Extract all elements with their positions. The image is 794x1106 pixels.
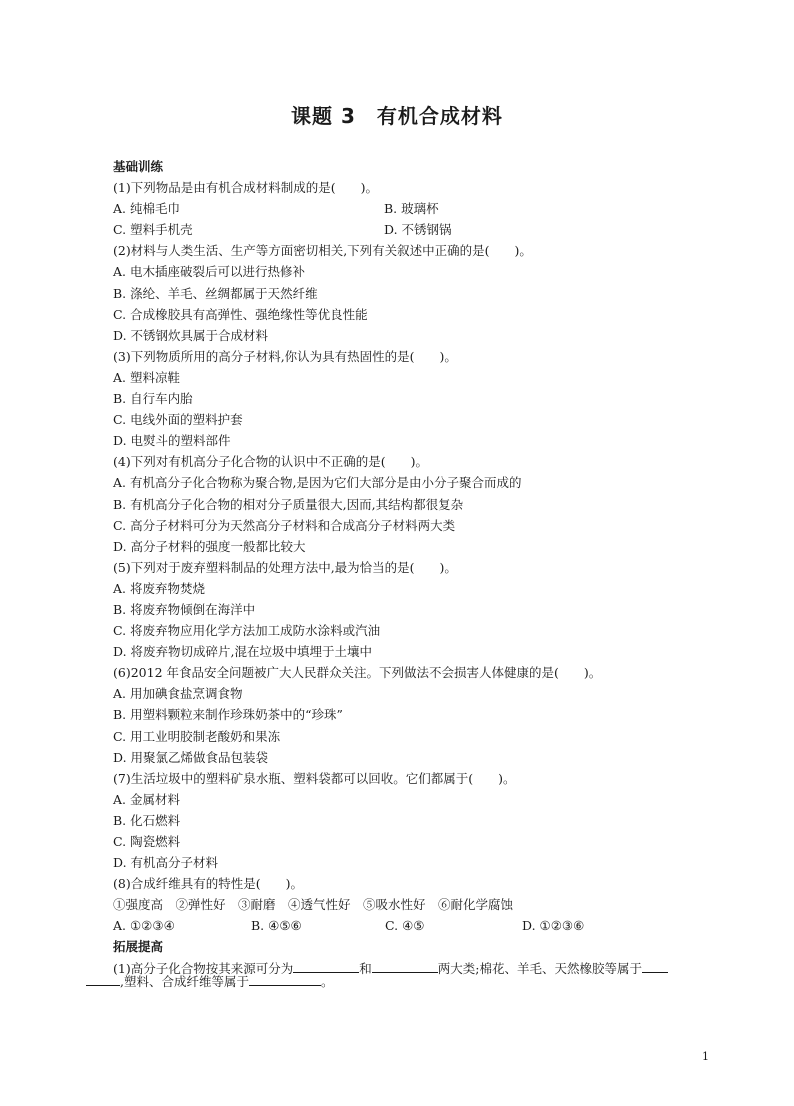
option-d: D. 将废弃物切成碎片,混在垃圾中填埋于土壤中	[113, 644, 372, 660]
answer-blank-3-continued[interactable]	[86, 972, 120, 986]
option-b: B. 有机高分子化合物的相对分子质量很大,因而,其结构都很复杂	[113, 496, 464, 512]
section-heading-extension: 拓展提高	[113, 939, 164, 955]
option-d: D. 不锈钢炊具属于合成材料	[113, 327, 269, 343]
option-d: D. 有机高分子材料	[113, 855, 219, 871]
question-4-stem: (4)下列对有机高分子化合物的认识中不正确的是( )。	[113, 454, 428, 470]
answer-blank-4[interactable]	[249, 972, 321, 986]
option-a: A. 将废弃物焚烧	[113, 580, 205, 596]
option-b: B. 化石燃料	[113, 812, 181, 828]
question-text: 两大类;棉花、羊毛、天然橡胶等属于	[437, 960, 642, 976]
option-a: A. 纯棉毛巾	[113, 201, 180, 217]
option-d: D. ①②③⑥	[522, 918, 585, 934]
question-7-stem: (7)生活垃圾中的塑料矿泉水瓶、塑料袋都可以回收。它们都属于( )。	[113, 770, 516, 786]
option-c: C. ④⑤	[385, 918, 425, 934]
question-8-stem: (8)合成纤维具有的特性是( )。	[113, 876, 303, 892]
question-8-options	[113, 915, 713, 936]
extension-question-1-continued	[86, 972, 334, 990]
option-c: C. 电线外面的塑料护套	[113, 412, 243, 428]
question-3-stem: (3)下列物质所用的高分子材料,你认为具有热固性的是( )。	[113, 348, 457, 364]
option-c: C. 塑料手机壳	[113, 222, 193, 238]
question-text: (1)高分子化合物按其来源可分为	[113, 960, 294, 976]
question-6-stem: (6)2012 年食品安全问题被广大人民群众关注。下列做法不会损害人体健康的是( )。	[113, 665, 602, 681]
option-a: A. 用加碘食盐烹调食物	[113, 686, 243, 702]
option-a: A. 金属材料	[113, 791, 180, 807]
question-1-options-row-1	[113, 198, 713, 219]
option-d: D. 不锈钢锅	[384, 222, 452, 238]
option-b: B. ④⑤⑥	[251, 918, 302, 934]
answer-blank-1[interactable]	[293, 959, 359, 973]
question-1-options-row-2	[113, 219, 713, 240]
option-b: B. 玻璃杯	[384, 201, 439, 217]
option-a: A. 有机高分子化合物称为聚合物,是因为它们大部分是由小分子聚合而成的	[113, 475, 522, 491]
question-text: 和	[359, 960, 372, 976]
answer-blank-2[interactable]	[372, 959, 438, 973]
option-d: D. 用聚氯乙烯做食品包装袋	[113, 749, 269, 765]
option-d: D. 高分子材料的强度一般都比较大	[113, 538, 306, 554]
answer-blank-3[interactable]	[642, 959, 668, 973]
question-2-stem: (2)材料与人类生活、生产等方面密切相关,下列有关叙述中正确的是( )。	[113, 243, 532, 259]
option-c: C. 陶瓷燃料	[113, 834, 181, 849]
question-8-properties: ①强度高 ②弹性好 ③耐磨 ④透气性好 ⑤吸水性好 ⑥耐化学腐蚀	[113, 897, 514, 913]
option-b: B. 用塑料颗粒来制作珍珠奶茶中的“珍珠”	[113, 707, 343, 723]
option-a: A. 塑料凉鞋	[113, 369, 180, 385]
option-c: C. 将废弃物应用化学方法加工成防水涂料或汽油	[113, 623, 381, 639]
option-b: B. 自行车内胎	[113, 391, 193, 407]
option-b: B. 将废弃物倾倒在海洋中	[113, 601, 256, 617]
option-a: A. ①②③④	[113, 918, 175, 934]
option-d: D. 电熨斗的塑料部件	[113, 433, 231, 449]
page-number: 1	[702, 1050, 709, 1063]
page-title: 课题 3 有机合成材料	[291, 104, 503, 128]
option-c: C. 用工业明胶制老酸奶和果冻	[113, 728, 281, 744]
question-1-stem: (1)下列物品是由有机合成材料制成的是( )。	[113, 180, 378, 196]
question-text: ,塑料、合成纤维等属于	[120, 974, 249, 989]
question-5-stem: (5)下列对于废弃塑料制品的处理方法中,最为恰当的是( )。	[113, 559, 457, 575]
option-c: C. 高分子材料可分为天然高分子材料和合成高分子材料两大类	[113, 517, 456, 533]
section-heading-basic: 基础训练	[113, 159, 164, 174]
exercise-content	[113, 156, 713, 979]
option-a: A. 电木插座破裂后可以进行热修补	[113, 264, 305, 280]
question-text: 。	[320, 974, 334, 989]
option-b: B. 涤纶、羊毛、丝绸都属于天然纤维	[113, 285, 318, 301]
option-c: C. 合成橡胶具有高弹性、强绝缘性等优良性能	[113, 306, 368, 322]
